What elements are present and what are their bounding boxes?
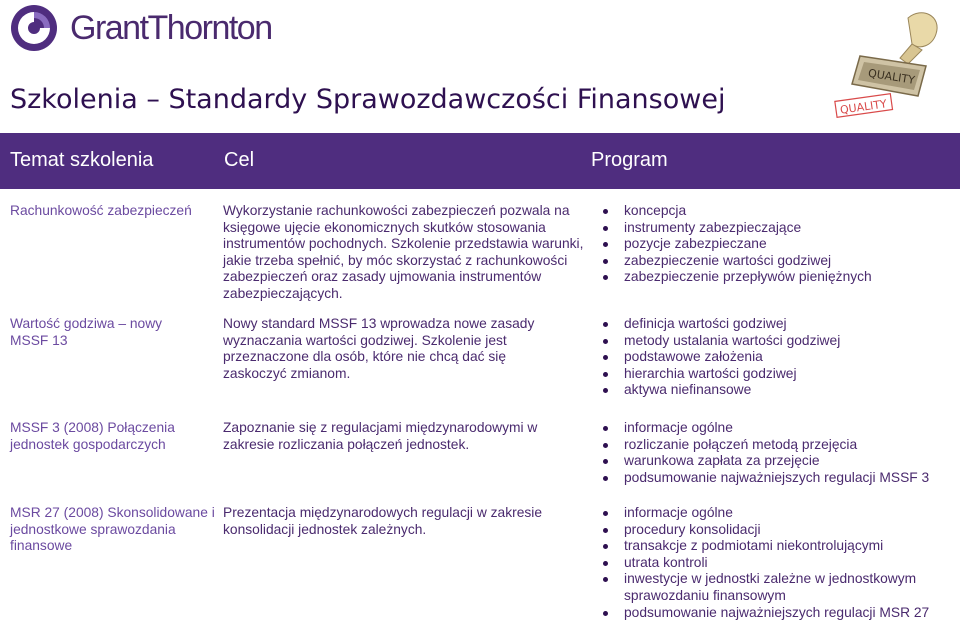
grant-thornton-logo: [10, 4, 272, 52]
stamp-imprint-text: QUALITY: [839, 97, 888, 117]
row-1-program: [600, 203, 955, 286]
header-goal: Cel: [224, 149, 255, 171]
row-2-goal: Nowy standard MSSF 13 wprowadza nowe zasady wyznaczania wartości godziwej. Szkolenie jest przeznaczone dla osób, które nie chcą dać się zaskoczyć zmianom.: [223, 316, 535, 381]
row-2-topic: Wartość godziwa – nowy MSSF 13: [10, 316, 163, 348]
list-item: aktywa niefinansowe: [600, 382, 955, 399]
list-item: informacje ogólne: [600, 420, 955, 437]
header-topic: Temat szkolenia: [10, 149, 154, 171]
list-item: rozliczanie połączeń metodą przejęcia: [600, 437, 955, 454]
table-header: [0, 133, 960, 189]
list-item: utrata kontroli: [600, 555, 955, 572]
row-1-goal: Wykorzystanie rachunkowości zabezpieczeń pozwala na księgowe ujęcie ekonomicznych skutków stosowania instrumentów pochodnych. Szkolenie przedstawia warunki, jakie trzeba spełnić, by móc skorzystać z rachunkowości zabezpieczeń oraz zasady ujmowania instrumentów zabezpieczających.: [223, 203, 584, 301]
list-item: procedury konsolidacji: [600, 522, 955, 539]
list-item: pozycje zabezpieczane: [600, 236, 955, 253]
logo-text: GrantThornton: [70, 8, 272, 47]
list-item: zabezpieczenie wartości godziwej: [600, 253, 955, 270]
row-4-topic: MSR 27 (2008) Skonsolidowane i jednostkowe sprawozdania finansowe: [10, 505, 215, 554]
row-4-goal: Prezentacja międzynarodowych regulacji w zakresie konsolidacji jednostek zależnych.: [223, 505, 543, 537]
row-4-program: [600, 505, 955, 621]
list-item: definicja wartości godziwej: [600, 316, 955, 333]
list-item: podstawowe założenia: [600, 349, 955, 366]
header-program: Program: [591, 149, 668, 171]
row-3-goal: Zapoznanie się z regulacjami międzynarodowymi w zakresie rozliczania połączeń jednostek.: [223, 420, 538, 452]
list-item: inwestycje w jednostki zależne w jednostkowym sprawozdaniu finansowym: [600, 571, 955, 604]
page-title: Szkolenia – Standardy Sprawozdawczości Finansowej: [10, 84, 726, 115]
list-item: informacje ogólne: [600, 505, 955, 522]
list-item: podsumowanie najważniejszych regulacji MSR 27: [600, 605, 955, 622]
row-1-topic: Rachunkowość zabezpieczeń: [10, 203, 192, 218]
list-item: hierarchia wartości godziwej: [600, 366, 955, 383]
row-2-program: [600, 316, 955, 399]
list-item: koncepcja: [600, 203, 955, 220]
list-item: transakcje z podmiotami niekontrolującymi: [600, 538, 955, 555]
stamp-base-text: QUALITY: [867, 66, 916, 87]
row-3-program: [600, 420, 955, 486]
list-item: metody ustalania wartości godziwej: [600, 333, 955, 350]
list-item: podsumowanie najważniejszych regulacji MSSF 3: [600, 470, 955, 487]
quality-stamp-icon: [830, 4, 950, 120]
grant-thornton-logo-icon: [10, 4, 58, 52]
list-item: warunkowa zapłata za przejęcie: [600, 453, 955, 470]
list-item: zabezpieczenie przepływów pieniężnych: [600, 269, 955, 286]
list-item: instrumenty zabezpieczające: [600, 220, 955, 237]
row-3-topic: MSSF 3 (2008) Połączenia jednostek gospodarczych: [10, 420, 175, 452]
